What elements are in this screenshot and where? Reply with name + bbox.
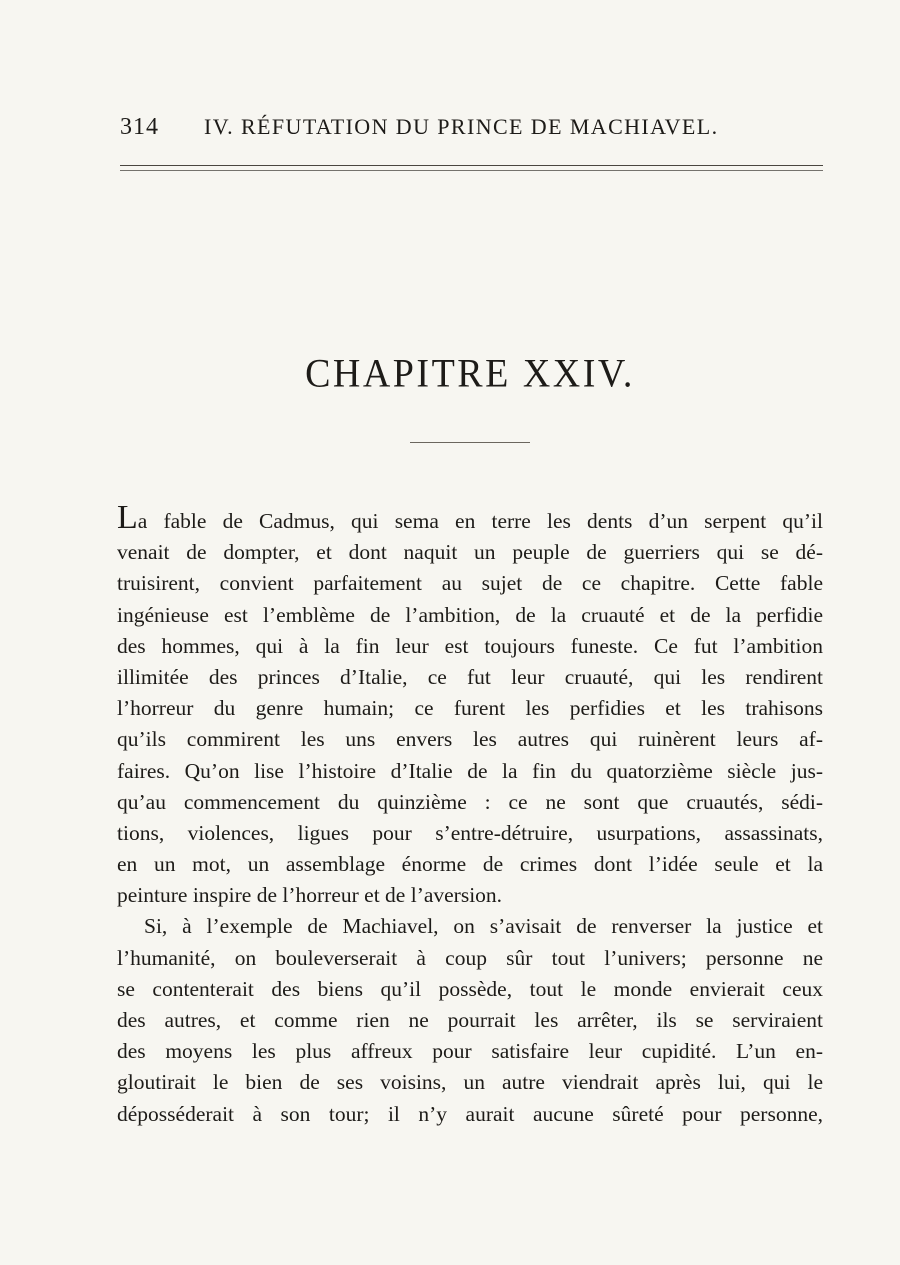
text-line: ingénieuse est l’emblème de l’ambition, de la cruauté et de la perfidie (117, 602, 823, 627)
chapter-title: CHAPITRE XXIV. (305, 351, 635, 397)
text-line: déposséderait à son tour; il n’y aurait aucune sûreté pour personne, (117, 1101, 823, 1126)
page-number: 314 (120, 114, 159, 140)
running-title: IV. RÉFUTATION DU PRINCE DE MACHIAVEL. (204, 114, 719, 139)
text-line: des moyens les plus affreux pour satisfaire leur cupidité. L’un en- (117, 1039, 823, 1064)
text-line: l’horreur du genre humain; ce furent les perfidies et les trahisons (117, 696, 823, 721)
text-line: peinture inspire de l’horreur et de l’aversion. (117, 883, 503, 908)
text-line: qu’au commencement du quinzième : ce ne sont que cruautés, sédi- (117, 789, 823, 814)
text-line: gloutirait le bien de ses voisins, un autre viendrait après lui, qui le (117, 1070, 823, 1095)
text-line: des hommes, qui à la fin leur est toujours funeste. Ce fut l’ambition (117, 633, 823, 658)
running-head (120, 114, 825, 148)
text-line: l’humanité, on bouleverserait à coup sûr tout l’univers; personne ne (117, 945, 823, 970)
text-line: illimitée des princes d’Italie, ce fut leur cruauté, qui les rendirent (117, 664, 823, 689)
header-rule-secondary (120, 170, 823, 171)
body-text (117, 499, 823, 1130)
text-line: des autres, et comme rien ne pourrait les arrêter, ils se serviraient (117, 1008, 823, 1032)
text-line: Si, à l’exemple de Machiavel, on s’avisait de renverser la justice et (144, 914, 823, 939)
header-rule (120, 165, 823, 166)
text-line: faires. Qu’on lise l’histoire d’Italie de la fin du quatorzième siècle jus- (117, 758, 823, 783)
text-line: se contenterait des biens qu’il possède, tout le monde envierait ceux (117, 976, 823, 1001)
drop-cap: L (117, 499, 138, 536)
text-line: qu’ils commirent les uns envers les autres qui ruinèrent leurs af- (117, 727, 823, 752)
text-line: en un mot, un assemblage énorme de crimes dont l’idée seule et la (117, 852, 823, 877)
chapter-divider (410, 442, 530, 443)
text-line: tions, violences, ligues pour s’entre-détruire, usurpations, assassinats, (117, 820, 823, 845)
text-line: venait de dompter, et dont naquit un peuple de guerriers qui se dé- (117, 540, 823, 565)
text-line: La fable de Cadmus, qui sema en terre les dents d’un serpent qu’il (117, 499, 823, 536)
text-line: truisirent, convient parfaitement au sujet de ce chapitre. Cette fable (117, 571, 823, 596)
